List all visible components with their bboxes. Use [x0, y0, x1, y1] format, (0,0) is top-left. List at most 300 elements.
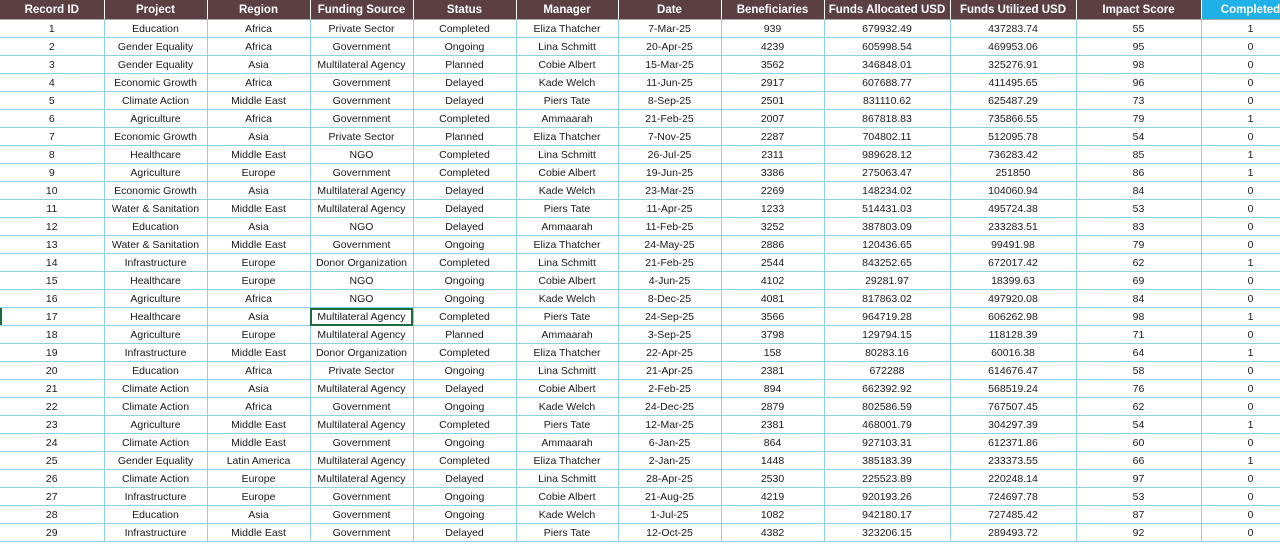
cell-record-id[interactable]: 21 [0, 380, 104, 398]
cell-funds-utilized-usd[interactable]: 220248.14 [950, 470, 1076, 488]
cell-impact-score[interactable]: 53 [1076, 200, 1201, 218]
cell-funds-allocated-usd[interactable]: 964719.28 [824, 308, 950, 326]
column-header-beneficiaries[interactable]: Beneficiaries [721, 0, 824, 20]
cell-region[interactable]: Africa [207, 362, 310, 380]
cell-beneficiaries[interactable]: 2544 [721, 254, 824, 272]
cell-region[interactable]: Middle East [207, 92, 310, 110]
cell-record-id[interactable]: 2 [0, 38, 104, 56]
cell-funds-allocated-usd[interactable]: 672288 [824, 362, 950, 380]
cell-completed[interactable]: 0 [1201, 434, 1280, 452]
cell-region[interactable]: Middle East [207, 416, 310, 434]
cell-beneficiaries[interactable]: 4219 [721, 488, 824, 506]
cell-funding-source[interactable]: Government [310, 434, 413, 452]
cell-date[interactable]: 20-Apr-25 [618, 38, 721, 56]
cell-region[interactable]: Asia [207, 308, 310, 326]
cell-status[interactable]: Delayed [413, 218, 516, 236]
cell-record-id[interactable]: 18 [0, 326, 104, 344]
cell-project[interactable]: Education [104, 362, 207, 380]
cell-funds-allocated-usd[interactable]: 29281.97 [824, 272, 950, 290]
cell-funds-utilized-usd[interactable]: 304297.39 [950, 416, 1076, 434]
cell-beneficiaries[interactable]: 2381 [721, 416, 824, 434]
cell-completed[interactable]: 1 [1201, 146, 1280, 164]
cell-funds-utilized-usd[interactable]: 724697.78 [950, 488, 1076, 506]
cell-date[interactable]: 6-Jan-25 [618, 434, 721, 452]
cell-funds-allocated-usd[interactable]: 942180.17 [824, 506, 950, 524]
column-header-project[interactable]: Project [104, 0, 207, 20]
column-header-impact-score[interactable]: Impact Score [1076, 0, 1201, 20]
cell-completed[interactable]: 0 [1201, 200, 1280, 218]
cell-beneficiaries[interactable]: 2311 [721, 146, 824, 164]
cell-manager[interactable]: Eliza Thatcher [516, 20, 618, 38]
cell-status[interactable]: Completed [413, 146, 516, 164]
cell-funds-allocated-usd[interactable]: 275063.47 [824, 164, 950, 182]
cell-date[interactable]: 2-Feb-25 [618, 380, 721, 398]
cell-project[interactable]: Agriculture [104, 416, 207, 434]
cell-funding-source[interactable]: Private Sector [310, 128, 413, 146]
cell-beneficiaries[interactable]: 2381 [721, 362, 824, 380]
cell-project[interactable]: Climate Action [104, 92, 207, 110]
cell-funds-allocated-usd[interactable]: 662392.92 [824, 380, 950, 398]
cell-status[interactable]: Delayed [413, 524, 516, 542]
cell-record-id[interactable]: 19 [0, 344, 104, 362]
cell-impact-score[interactable]: 71 [1076, 326, 1201, 344]
column-header-status[interactable]: Status [413, 0, 516, 20]
cell-beneficiaries[interactable]: 864 [721, 434, 824, 452]
cell-impact-score[interactable]: 53 [1076, 488, 1201, 506]
cell-beneficiaries[interactable]: 4081 [721, 290, 824, 308]
cell-record-id[interactable]: 9 [0, 164, 104, 182]
cell-manager[interactable]: Eliza Thatcher [516, 128, 618, 146]
cell-impact-score[interactable]: 54 [1076, 416, 1201, 434]
cell-status[interactable]: Completed [413, 308, 516, 326]
cell-funds-utilized-usd[interactable]: 612371.86 [950, 434, 1076, 452]
cell-funding-source[interactable]: Multilateral Agency [310, 470, 413, 488]
cell-date[interactable]: 21-Feb-25 [618, 254, 721, 272]
cell-status[interactable]: Planned [413, 326, 516, 344]
cell-project[interactable]: Economic Growth [104, 128, 207, 146]
cell-impact-score[interactable]: 92 [1076, 524, 1201, 542]
cell-region[interactable]: Asia [207, 218, 310, 236]
cell-project[interactable]: Healthcare [104, 146, 207, 164]
cell-date[interactable]: 21-Feb-25 [618, 110, 721, 128]
cell-impact-score[interactable]: 62 [1076, 398, 1201, 416]
cell-status[interactable]: Ongoing [413, 434, 516, 452]
cell-completed[interactable]: 0 [1201, 38, 1280, 56]
cell-impact-score[interactable]: 96 [1076, 74, 1201, 92]
cell-manager[interactable]: Ammaarah [516, 218, 618, 236]
cell-beneficiaries[interactable]: 939 [721, 20, 824, 38]
cell-funding-source[interactable]: Multilateral Agency [310, 416, 413, 434]
cell-funding-source[interactable]: Government [310, 398, 413, 416]
cell-date[interactable]: 24-May-25 [618, 236, 721, 254]
cell-completed[interactable]: 0 [1201, 398, 1280, 416]
cell-funds-utilized-usd[interactable]: 325276.91 [950, 56, 1076, 74]
cell-region[interactable]: Africa [207, 110, 310, 128]
cell-status[interactable]: Completed [413, 110, 516, 128]
cell-funds-allocated-usd[interactable]: 514431.03 [824, 200, 950, 218]
cell-completed[interactable]: 1 [1201, 164, 1280, 182]
cell-funds-allocated-usd[interactable]: 817863.02 [824, 290, 950, 308]
cell-region[interactable]: Africa [207, 290, 310, 308]
column-header-date[interactable]: Date [618, 0, 721, 20]
cell-manager[interactable]: Lina Schmitt [516, 470, 618, 488]
cell-status[interactable]: Planned [413, 128, 516, 146]
cell-record-id[interactable]: 13 [0, 236, 104, 254]
cell-funds-utilized-usd[interactable]: 233373.55 [950, 452, 1076, 470]
cell-impact-score[interactable]: 64 [1076, 344, 1201, 362]
cell-impact-score[interactable]: 66 [1076, 452, 1201, 470]
cell-record-id[interactable]: 29 [0, 524, 104, 542]
cell-funds-allocated-usd[interactable]: 920193.26 [824, 488, 950, 506]
cell-project[interactable]: Infrastructure [104, 344, 207, 362]
cell-funding-source[interactable]: NGO [310, 146, 413, 164]
cell-status[interactable]: Delayed [413, 92, 516, 110]
cell-funding-source[interactable]: NGO [310, 218, 413, 236]
cell-funds-allocated-usd[interactable]: 323206.15 [824, 524, 950, 542]
cell-date[interactable]: 21-Apr-25 [618, 362, 721, 380]
cell-region[interactable]: Africa [207, 20, 310, 38]
cell-manager[interactable]: Lina Schmitt [516, 362, 618, 380]
cell-project[interactable]: Education [104, 218, 207, 236]
cell-funds-utilized-usd[interactable]: 60016.38 [950, 344, 1076, 362]
cell-date[interactable]: 11-Jun-25 [618, 74, 721, 92]
cell-project[interactable]: Agriculture [104, 110, 207, 128]
cell-status[interactable]: Ongoing [413, 290, 516, 308]
cell-funds-utilized-usd[interactable]: 767507.45 [950, 398, 1076, 416]
cell-funds-utilized-usd[interactable]: 99491.98 [950, 236, 1076, 254]
cell-completed[interactable]: 0 [1201, 326, 1280, 344]
cell-project[interactable]: Agriculture [104, 164, 207, 182]
column-header-funds-utilized-usd[interactable]: Funds Utilized USD [950, 0, 1076, 20]
cell-record-id[interactable]: 22 [0, 398, 104, 416]
column-header-completed[interactable]: Completed [1201, 0, 1280, 20]
cell-record-id[interactable]: 28 [0, 506, 104, 524]
cell-date[interactable]: 2-Jan-25 [618, 452, 721, 470]
cell-impact-score[interactable]: 54 [1076, 128, 1201, 146]
cell-date[interactable]: 11-Feb-25 [618, 218, 721, 236]
cell-impact-score[interactable]: 98 [1076, 56, 1201, 74]
cell-funds-utilized-usd[interactable]: 568519.24 [950, 380, 1076, 398]
cell-funds-allocated-usd[interactable]: 607688.77 [824, 74, 950, 92]
cell-manager[interactable]: Piers Tate [516, 416, 618, 434]
cell-funding-source[interactable]: Multilateral Agency [310, 182, 413, 200]
cell-beneficiaries[interactable]: 158 [721, 344, 824, 362]
cell-beneficiaries[interactable]: 4102 [721, 272, 824, 290]
cell-region[interactable]: Middle East [207, 344, 310, 362]
cell-funds-allocated-usd[interactable]: 831110.62 [824, 92, 950, 110]
cell-manager[interactable]: Piers Tate [516, 308, 618, 326]
cell-completed[interactable]: 1 [1201, 452, 1280, 470]
cell-funds-allocated-usd[interactable]: 704802.11 [824, 128, 950, 146]
cell-funding-source[interactable]: Government [310, 164, 413, 182]
cell-region[interactable]: Africa [207, 74, 310, 92]
cell-manager[interactable]: Cobie Albert [516, 488, 618, 506]
cell-region[interactable]: Asia [207, 56, 310, 74]
column-header-manager[interactable]: Manager [516, 0, 618, 20]
cell-beneficiaries[interactable]: 2501 [721, 92, 824, 110]
cell-manager[interactable]: Eliza Thatcher [516, 236, 618, 254]
cell-funds-utilized-usd[interactable]: 251850 [950, 164, 1076, 182]
cell-date[interactable]: 24-Dec-25 [618, 398, 721, 416]
cell-funding-source[interactable]: Multilateral Agency [310, 326, 413, 344]
cell-project[interactable]: Climate Action [104, 434, 207, 452]
cell-manager[interactable]: Kade Welch [516, 182, 618, 200]
cell-project[interactable]: Water & Sanitation [104, 200, 207, 218]
cell-beneficiaries[interactable]: 3798 [721, 326, 824, 344]
cell-completed[interactable]: 0 [1201, 470, 1280, 488]
cell-project[interactable]: Infrastructure [104, 524, 207, 542]
cell-funding-source[interactable]: Multilateral Agency [310, 200, 413, 218]
cell-record-id[interactable]: 7 [0, 128, 104, 146]
cell-impact-score[interactable]: 79 [1076, 110, 1201, 128]
cell-completed[interactable]: 0 [1201, 488, 1280, 506]
cell-project[interactable]: Economic Growth [104, 74, 207, 92]
cell-record-id[interactable]: 26 [0, 470, 104, 488]
cell-region[interactable]: Middle East [207, 146, 310, 164]
cell-status[interactable]: Completed [413, 416, 516, 434]
cell-record-id[interactable]: 20 [0, 362, 104, 380]
cell-manager[interactable]: Piers Tate [516, 92, 618, 110]
cell-beneficiaries[interactable]: 2530 [721, 470, 824, 488]
cell-funds-utilized-usd[interactable]: 233283.51 [950, 218, 1076, 236]
cell-funds-utilized-usd[interactable]: 497920.08 [950, 290, 1076, 308]
cell-manager[interactable]: Lina Schmitt [516, 254, 618, 272]
cell-record-id[interactable]: 5 [0, 92, 104, 110]
cell-status[interactable]: Completed [413, 20, 516, 38]
cell-funds-utilized-usd[interactable]: 18399.63 [950, 272, 1076, 290]
cell-status[interactable]: Delayed [413, 182, 516, 200]
cell-completed[interactable]: 1 [1201, 308, 1280, 326]
cell-funds-allocated-usd[interactable]: 468001.79 [824, 416, 950, 434]
cell-impact-score[interactable]: 85 [1076, 146, 1201, 164]
cell-funding-source[interactable]: Multilateral Agency [310, 452, 413, 470]
cell-completed[interactable]: 0 [1201, 272, 1280, 290]
cell-impact-score[interactable]: 55 [1076, 20, 1201, 38]
cell-funding-source[interactable]: NGO [310, 272, 413, 290]
cell-funds-allocated-usd[interactable]: 867818.83 [824, 110, 950, 128]
cell-funds-allocated-usd[interactable]: 385183.39 [824, 452, 950, 470]
cell-impact-score[interactable]: 73 [1076, 92, 1201, 110]
cell-date[interactable]: 8-Sep-25 [618, 92, 721, 110]
cell-beneficiaries[interactable]: 2007 [721, 110, 824, 128]
cell-impact-score[interactable]: 62 [1076, 254, 1201, 272]
cell-record-id[interactable]: 25 [0, 452, 104, 470]
cell-record-id[interactable]: 24 [0, 434, 104, 452]
cell-project[interactable]: Climate Action [104, 398, 207, 416]
cell-project[interactable]: Water & Sanitation [104, 236, 207, 254]
cell-completed[interactable]: 0 [1201, 506, 1280, 524]
cell-status[interactable]: Completed [413, 254, 516, 272]
cell-impact-score[interactable]: 69 [1076, 272, 1201, 290]
cell-completed[interactable]: 1 [1201, 254, 1280, 272]
cell-beneficiaries[interactable]: 894 [721, 380, 824, 398]
cell-project[interactable]: Gender Equality [104, 56, 207, 74]
cell-project[interactable]: Education [104, 20, 207, 38]
cell-funds-allocated-usd[interactable]: 843252.65 [824, 254, 950, 272]
cell-completed[interactable]: 1 [1201, 344, 1280, 362]
cell-manager[interactable]: Piers Tate [516, 524, 618, 542]
cell-date[interactable]: 26-Jul-25 [618, 146, 721, 164]
cell-record-id[interactable]: 23 [0, 416, 104, 434]
cell-funding-source[interactable]: NGO [310, 290, 413, 308]
cell-project[interactable]: Education [104, 506, 207, 524]
cell-manager[interactable]: Piers Tate [516, 200, 618, 218]
cell-completed[interactable]: 0 [1201, 74, 1280, 92]
cell-manager[interactable]: Kade Welch [516, 74, 618, 92]
cell-region[interactable]: Asia [207, 380, 310, 398]
cell-funding-source[interactable]: Government [310, 92, 413, 110]
cell-record-id[interactable]: 14 [0, 254, 104, 272]
cell-region[interactable]: Asia [207, 128, 310, 146]
cell-region[interactable]: Asia [207, 182, 310, 200]
cell-funds-utilized-usd[interactable]: 625487.29 [950, 92, 1076, 110]
cell-region[interactable]: Middle East [207, 236, 310, 254]
cell-record-id[interactable]: 3 [0, 56, 104, 74]
cell-date[interactable]: 3-Sep-25 [618, 326, 721, 344]
cell-status[interactable]: Ongoing [413, 362, 516, 380]
cell-date[interactable]: 15-Mar-25 [618, 56, 721, 74]
cell-funding-source[interactable]: Government [310, 74, 413, 92]
cell-beneficiaries[interactable]: 2886 [721, 236, 824, 254]
cell-manager[interactable]: Lina Schmitt [516, 146, 618, 164]
cell-date[interactable]: 4-Jun-25 [618, 272, 721, 290]
cell-funds-utilized-usd[interactable]: 118128.39 [950, 326, 1076, 344]
cell-completed[interactable]: 0 [1201, 182, 1280, 200]
cell-date[interactable]: 8-Dec-25 [618, 290, 721, 308]
cell-status[interactable]: Delayed [413, 200, 516, 218]
cell-funds-allocated-usd[interactable]: 120436.65 [824, 236, 950, 254]
cell-funds-utilized-usd[interactable]: 437283.74 [950, 20, 1076, 38]
cell-region[interactable]: Europe [207, 326, 310, 344]
cell-date[interactable]: 24-Sep-25 [618, 308, 721, 326]
cell-record-id[interactable]: 16 [0, 290, 104, 308]
cell-beneficiaries[interactable]: 2879 [721, 398, 824, 416]
cell-status[interactable]: Delayed [413, 74, 516, 92]
cell-project[interactable]: Agriculture [104, 326, 207, 344]
cell-project[interactable]: Climate Action [104, 470, 207, 488]
cell-record-id[interactable]: 17 [0, 308, 104, 326]
cell-beneficiaries[interactable]: 2269 [721, 182, 824, 200]
cell-manager[interactable]: Eliza Thatcher [516, 452, 618, 470]
cell-region[interactable]: Middle East [207, 434, 310, 452]
cell-record-id[interactable]: 6 [0, 110, 104, 128]
cell-manager[interactable]: Cobie Albert [516, 164, 618, 182]
cell-beneficiaries[interactable]: 3252 [721, 218, 824, 236]
cell-date[interactable]: 22-Apr-25 [618, 344, 721, 362]
cell-beneficiaries[interactable]: 2917 [721, 74, 824, 92]
cell-date[interactable]: 1-Jul-25 [618, 506, 721, 524]
cell-date[interactable]: 23-Mar-25 [618, 182, 721, 200]
cell-funds-utilized-usd[interactable]: 411495.65 [950, 74, 1076, 92]
cell-funds-utilized-usd[interactable]: 104060.94 [950, 182, 1076, 200]
cell-manager[interactable]: Ammaarah [516, 434, 618, 452]
cell-funds-utilized-usd[interactable]: 606262.98 [950, 308, 1076, 326]
cell-region[interactable]: Europe [207, 272, 310, 290]
cell-record-id[interactable]: 4 [0, 74, 104, 92]
cell-record-id[interactable]: 11 [0, 200, 104, 218]
cell-funds-utilized-usd[interactable]: 495724.38 [950, 200, 1076, 218]
cell-funds-allocated-usd[interactable]: 129794.15 [824, 326, 950, 344]
cell-manager[interactable]: Ammaarah [516, 326, 618, 344]
cell-date[interactable]: 7-Mar-25 [618, 20, 721, 38]
cell-funds-allocated-usd[interactable]: 989628.12 [824, 146, 950, 164]
cell-status[interactable]: Ongoing [413, 236, 516, 254]
cell-funds-allocated-usd[interactable]: 346848.01 [824, 56, 950, 74]
cell-beneficiaries[interactable]: 4382 [721, 524, 824, 542]
cell-impact-score[interactable]: 79 [1076, 236, 1201, 254]
column-header-funding-source[interactable]: Funding Source [310, 0, 413, 20]
cell-project[interactable]: Healthcare [104, 272, 207, 290]
cell-record-id[interactable]: 8 [0, 146, 104, 164]
cell-date[interactable]: 19-Jun-25 [618, 164, 721, 182]
cell-funds-allocated-usd[interactable]: 148234.02 [824, 182, 950, 200]
cell-funding-source[interactable]: Multilateral Agency [310, 308, 413, 326]
cell-funds-utilized-usd[interactable]: 289493.72 [950, 524, 1076, 542]
cell-funding-source[interactable]: Government [310, 38, 413, 56]
cell-date[interactable]: 12-Oct-25 [618, 524, 721, 542]
cell-status[interactable]: Ongoing [413, 272, 516, 290]
cell-funds-utilized-usd[interactable]: 672017.42 [950, 254, 1076, 272]
column-header-funds-allocated-usd[interactable]: Funds Allocated USD [824, 0, 950, 20]
cell-impact-score[interactable]: 84 [1076, 290, 1201, 308]
cell-completed[interactable]: 1 [1201, 20, 1280, 38]
cell-beneficiaries[interactable]: 1082 [721, 506, 824, 524]
cell-completed[interactable]: 0 [1201, 128, 1280, 146]
cell-funds-utilized-usd[interactable]: 614676.47 [950, 362, 1076, 380]
cell-manager[interactable]: Ammaarah [516, 110, 618, 128]
cell-impact-score[interactable]: 86 [1076, 164, 1201, 182]
cell-status[interactable]: Delayed [413, 470, 516, 488]
cell-beneficiaries[interactable]: 1448 [721, 452, 824, 470]
cell-funds-utilized-usd[interactable]: 736283.42 [950, 146, 1076, 164]
cell-funding-source[interactable]: Donor Organization [310, 254, 413, 272]
cell-date[interactable]: 7-Nov-25 [618, 128, 721, 146]
cell-manager[interactable]: Eliza Thatcher [516, 344, 618, 362]
cell-region[interactable]: Latin America [207, 452, 310, 470]
cell-funds-utilized-usd[interactable]: 727485.42 [950, 506, 1076, 524]
cell-completed[interactable]: 0 [1201, 56, 1280, 74]
cell-funding-source[interactable]: Government [310, 488, 413, 506]
cell-project[interactable]: Climate Action [104, 380, 207, 398]
cell-manager[interactable]: Kade Welch [516, 506, 618, 524]
cell-funds-allocated-usd[interactable]: 387803.09 [824, 218, 950, 236]
cell-completed[interactable]: 1 [1201, 110, 1280, 128]
cell-project[interactable]: Gender Equality [104, 452, 207, 470]
cell-manager[interactable]: Cobie Albert [516, 272, 618, 290]
column-header-region[interactable]: Region [207, 0, 310, 20]
cell-funds-allocated-usd[interactable]: 80283.16 [824, 344, 950, 362]
cell-beneficiaries[interactable]: 4239 [721, 38, 824, 56]
cell-impact-score[interactable]: 76 [1076, 380, 1201, 398]
cell-manager[interactable]: Kade Welch [516, 290, 618, 308]
cell-region[interactable]: Europe [207, 488, 310, 506]
cell-project[interactable]: Healthcare [104, 308, 207, 326]
cell-region[interactable]: Middle East [207, 524, 310, 542]
cell-funding-source[interactable]: Private Sector [310, 362, 413, 380]
cell-funds-allocated-usd[interactable]: 802586.59 [824, 398, 950, 416]
cell-manager[interactable]: Lina Schmitt [516, 38, 618, 56]
cell-impact-score[interactable]: 97 [1076, 470, 1201, 488]
cell-status[interactable]: Ongoing [413, 488, 516, 506]
cell-date[interactable]: 11-Apr-25 [618, 200, 721, 218]
cell-status[interactable]: Completed [413, 452, 516, 470]
cell-region[interactable]: Middle East [207, 200, 310, 218]
cell-funding-source[interactable]: Government [310, 236, 413, 254]
cell-project[interactable]: Gender Equality [104, 38, 207, 56]
cell-impact-score[interactable]: 83 [1076, 218, 1201, 236]
cell-status[interactable]: Delayed [413, 380, 516, 398]
cell-funding-source[interactable]: Government [310, 506, 413, 524]
